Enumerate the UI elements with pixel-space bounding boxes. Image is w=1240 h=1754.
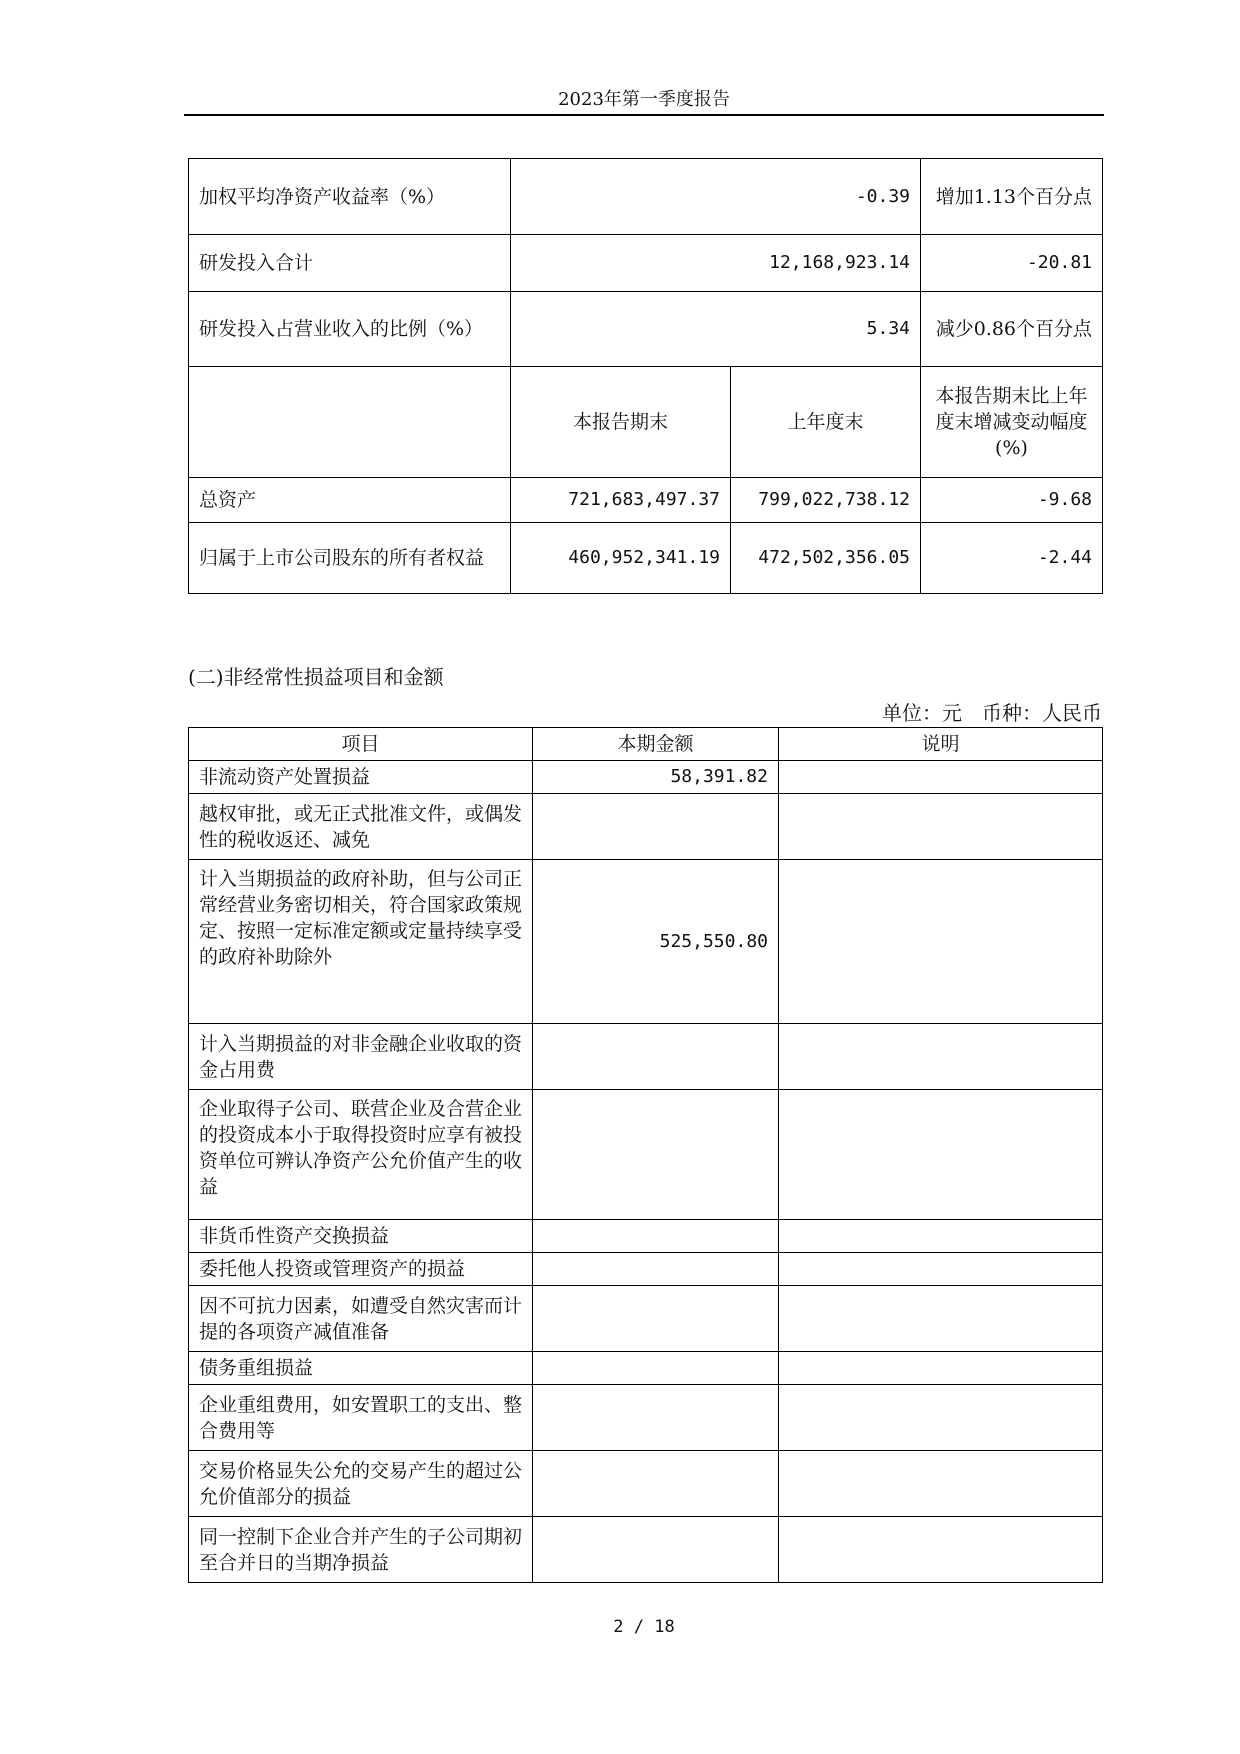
row-label: 归属于上市公司股东的所有者权益 bbox=[189, 523, 511, 594]
amount-cell bbox=[533, 794, 779, 860]
row-change: -20.81 bbox=[921, 235, 1103, 292]
note-cell bbox=[779, 1253, 1103, 1286]
row-change: 增加1.13个百分点 bbox=[921, 159, 1103, 235]
note-cell bbox=[779, 1451, 1103, 1517]
amount-cell bbox=[533, 1352, 779, 1385]
header-item: 项目 bbox=[189, 728, 533, 761]
row-value: 12,168,923.14 bbox=[511, 235, 921, 292]
page-number: 2 / 18 bbox=[613, 1617, 675, 1637]
table-row bbox=[189, 794, 1103, 860]
header-divider bbox=[184, 114, 1104, 116]
table-row bbox=[189, 1286, 1103, 1352]
item-cell: 同一控制下企业合并产生的子公司期初至合并日的当期净损益 bbox=[189, 1517, 533, 1583]
row-period-end: 721,683,497.37 bbox=[511, 478, 731, 523]
amount-cell bbox=[533, 1451, 779, 1517]
amount-cell: 525,550.80 bbox=[533, 860, 779, 1024]
table-row bbox=[189, 523, 1103, 594]
report-header-title: 2023年第一季度报告 bbox=[558, 89, 730, 110]
note-cell bbox=[779, 794, 1103, 860]
item-cell: 非流动资产处置损益 bbox=[189, 761, 533, 794]
row-label: 研发投入占营业收入的比例（%） bbox=[189, 292, 511, 367]
amount-cell bbox=[533, 1220, 779, 1253]
table-row bbox=[189, 1220, 1103, 1253]
item-cell: 越权审批，或无正式批准文件，或偶发性的税收返还、减免 bbox=[189, 794, 533, 860]
amount-cell bbox=[533, 1385, 779, 1451]
amount-cell bbox=[533, 1253, 779, 1286]
amount-cell bbox=[533, 1024, 779, 1090]
section-title: (二)非经常性损益项目和金额 bbox=[188, 665, 444, 689]
row-prior-year-end: 472,502,356.05 bbox=[731, 523, 921, 594]
amount-cell bbox=[533, 1286, 779, 1352]
note-cell bbox=[779, 1352, 1103, 1385]
header-note: 说明 bbox=[779, 728, 1103, 761]
header-amount: 本期金额 bbox=[533, 728, 779, 761]
note-cell bbox=[779, 1286, 1103, 1352]
item-cell: 债务重组损益 bbox=[189, 1352, 533, 1385]
row-label: 总资产 bbox=[189, 478, 511, 523]
row-period-end: 460,952,341.19 bbox=[511, 523, 731, 594]
header-period-end: 本报告期末 bbox=[511, 367, 731, 478]
header-prior-year-end: 上年度末 bbox=[731, 367, 921, 478]
item-cell: 非货币性资产交换损益 bbox=[189, 1220, 533, 1253]
table-row bbox=[189, 1253, 1103, 1286]
table-row bbox=[189, 1451, 1103, 1517]
item-cell: 企业取得子公司、联营企业及合营企业的投资成本小于取得投资时应享有被投资单位可辨认净资产公允价值产生的收益 bbox=[189, 1090, 533, 1220]
item-cell: 企业重组费用，如安置职工的支出、整合费用等 bbox=[189, 1385, 533, 1451]
note-cell bbox=[779, 761, 1103, 794]
table-row bbox=[189, 1090, 1103, 1220]
note-cell bbox=[779, 860, 1103, 1024]
table-row bbox=[189, 159, 1103, 235]
row-label: 加权平均净资产收益率（%） bbox=[189, 159, 511, 235]
note-cell bbox=[779, 1517, 1103, 1583]
table-row bbox=[189, 478, 1103, 523]
header-change: 本报告期末比上年度末增减变动幅度(%) bbox=[921, 367, 1103, 478]
key-financial-table bbox=[188, 158, 1103, 594]
note-cell bbox=[779, 1220, 1103, 1253]
row-prior-year-end: 799,022,738.12 bbox=[731, 478, 921, 523]
row-value: -0.39 bbox=[511, 159, 921, 235]
amount-cell bbox=[533, 1090, 779, 1220]
item-cell: 计入当期损益的对非金融企业收取的资金占用费 bbox=[189, 1024, 533, 1090]
row-label: 研发投入合计 bbox=[189, 235, 511, 292]
table-row bbox=[189, 1385, 1103, 1451]
item-cell: 计入当期损益的政府补助，但与公司正常经营业务密切相关，符合国家政策规定、按照一定标准定额或定量持续享受的政府补助除外 bbox=[189, 860, 533, 1024]
row-value: 5.34 bbox=[511, 292, 921, 367]
amount-cell: 58,391.82 bbox=[533, 761, 779, 794]
row-change: 减少0.86个百分点 bbox=[921, 292, 1103, 367]
table-row bbox=[189, 292, 1103, 367]
table-row bbox=[189, 761, 1103, 794]
table-row bbox=[189, 1352, 1103, 1385]
table-row bbox=[189, 860, 1103, 1024]
blank-header-cell bbox=[189, 367, 511, 478]
note-cell bbox=[779, 1385, 1103, 1451]
row-change: -2.44 bbox=[921, 523, 1103, 594]
amount-cell bbox=[533, 1517, 779, 1583]
table-row bbox=[189, 235, 1103, 292]
item-cell: 因不可抗力因素，如遭受自然灾害而计提的各项资产减值准备 bbox=[189, 1286, 533, 1352]
note-cell bbox=[779, 1090, 1103, 1220]
table-row bbox=[189, 1517, 1103, 1583]
note-cell bbox=[779, 1024, 1103, 1090]
item-cell: 交易价格显失公允的交易产生的超过公允价值部分的损益 bbox=[189, 1451, 533, 1517]
column-header-row bbox=[189, 728, 1103, 761]
row-change: -9.68 bbox=[921, 478, 1103, 523]
table-row bbox=[189, 1024, 1103, 1090]
item-cell: 委托他人投资或管理资产的损益 bbox=[189, 1253, 533, 1286]
column-header-row bbox=[189, 367, 1103, 478]
unit-currency-note: 单位：元 币种：人民币 bbox=[882, 701, 1102, 725]
non-recurring-items-table bbox=[188, 727, 1103, 1583]
